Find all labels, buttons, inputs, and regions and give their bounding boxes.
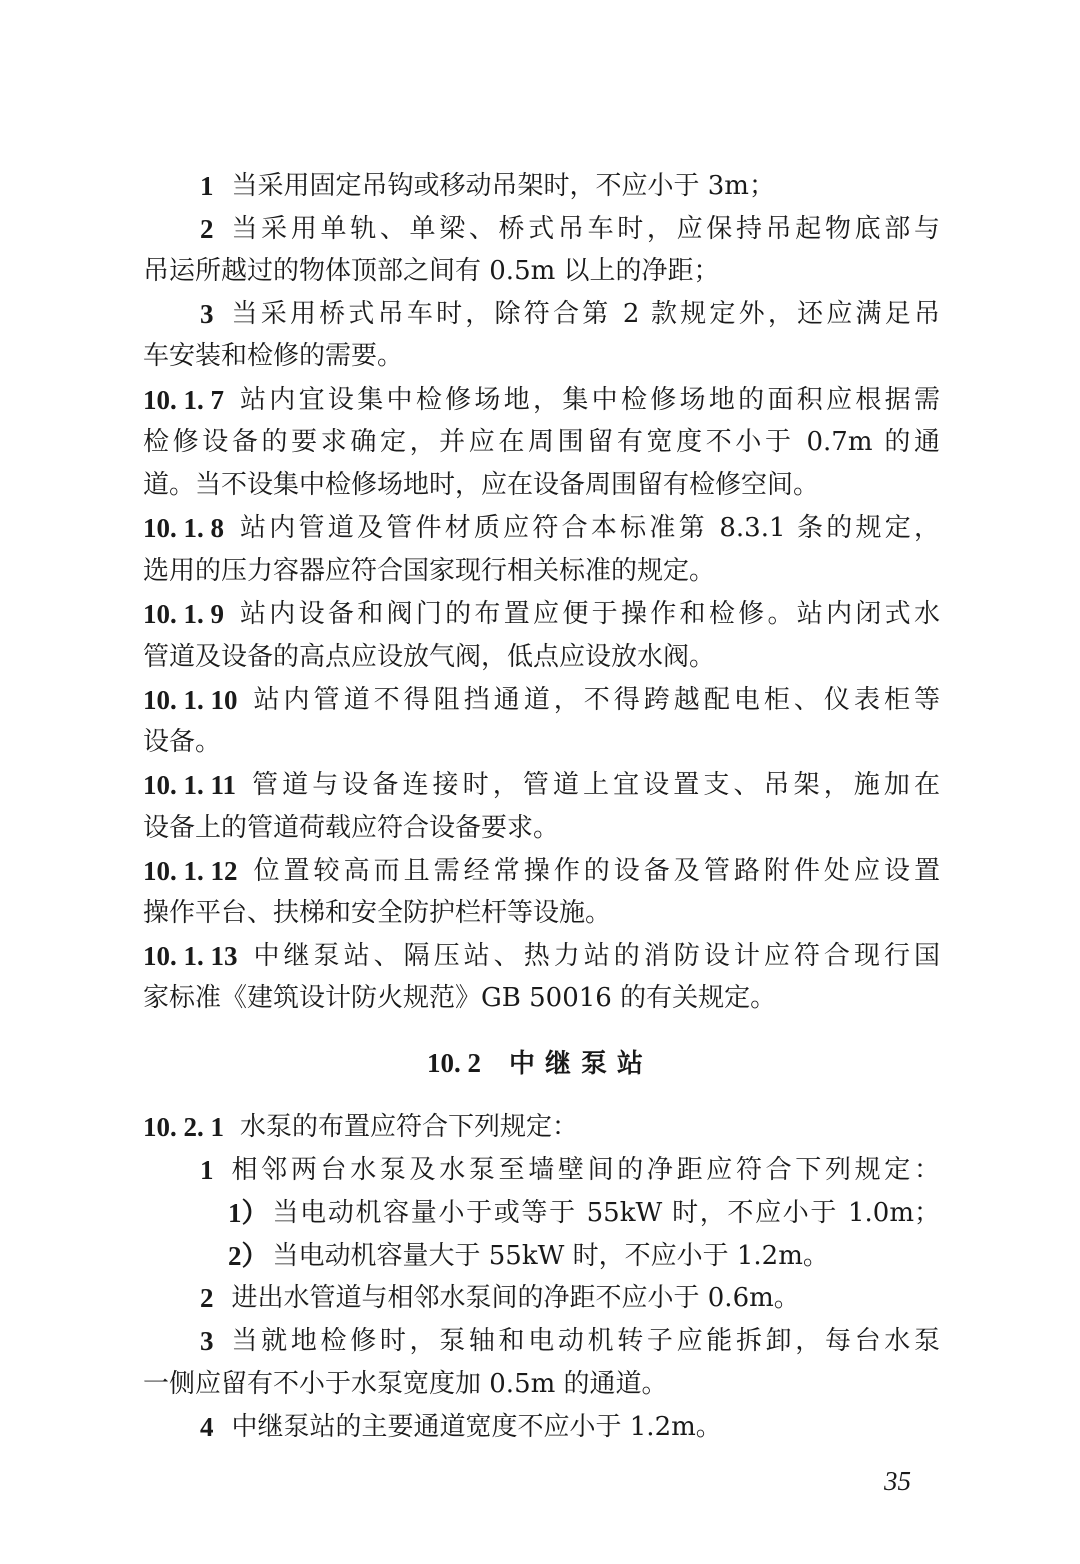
- clause-number: 10. 1. 12: [143, 856, 238, 886]
- clause-text: 中继泵站、隔压站、热力站的消防设计应符合现行国: [253, 941, 940, 971]
- clause-line: [200, 1278, 940, 1318]
- clause-number: 10. 1. 10: [143, 685, 238, 715]
- clause-text: 吊运所越过的物体顶部之间有 0.5m 以上的净距；: [143, 256, 720, 286]
- clause-text: 管道与设备连接时，管道上宜设置支、吊架，施加在: [252, 770, 940, 800]
- section-title: 中继泵站: [508, 1049, 653, 1079]
- clause-line: [228, 1193, 940, 1233]
- clause-text: 进出水管道与相邻水泵间的净距不应小于 0.6m。: [231, 1283, 800, 1313]
- clause-line: [143, 680, 940, 720]
- clause-text: 位置较高而且需经常操作的设备及管路附件处应设置: [253, 856, 940, 886]
- clause-number: 2: [200, 1283, 214, 1313]
- clause-text: 当采用固定吊钩或移动吊架时，不应小于 3m；: [231, 171, 775, 201]
- clause-number: 10. 1. 9: [143, 599, 224, 629]
- clause-text: 当电动机容量小于或等于 55kW 时，不应小于 1.0m；: [272, 1198, 940, 1228]
- clause-number: 1: [200, 1155, 214, 1185]
- clause-line: [200, 294, 940, 334]
- section-number: 10. 2: [426, 1048, 481, 1078]
- text-line: [143, 722, 940, 762]
- clause-line: [200, 1407, 940, 1447]
- section-heading: [0, 1043, 1080, 1080]
- text-line: [143, 422, 940, 462]
- clause-number: 10. 1. 7: [143, 385, 224, 415]
- clause-number: 1: [200, 171, 214, 201]
- clause-number: 10. 2. 1: [143, 1112, 224, 1142]
- clause-text: 站内设备和阀门的布置应便于操作和检修。站内闭式水: [240, 599, 940, 629]
- clause-number: 3: [200, 299, 214, 329]
- clause-number: 1）: [228, 1198, 269, 1228]
- clause-number: 10. 1. 8: [143, 513, 224, 543]
- clause-line: [143, 594, 940, 634]
- clause-number: 2: [200, 214, 214, 244]
- clause-number: 4: [200, 1412, 214, 1442]
- clause-text: 当采用单轨、单梁、桥式吊车时，应保持吊起物底部与: [231, 214, 940, 244]
- clause-line: [143, 508, 940, 548]
- clause-text: 管道及设备的高点应设放气阀，低点应设放水阀。: [143, 642, 716, 672]
- clause-text: 水泵的布置应符合下列规定：: [240, 1112, 579, 1142]
- text-line: [143, 978, 940, 1018]
- clause-text: 当就地检修时，泵轴和电动机转子应能拆卸，每台水泵: [231, 1326, 940, 1356]
- clause-text: 站内管道不得阻挡通道，不得跨越配电柜、仪表柜等: [253, 685, 940, 715]
- clause-line: [143, 1107, 940, 1147]
- clause-text: 当电动机容量大于 55kW 时，不应小于 1.2m。: [272, 1241, 829, 1271]
- clause-text: 道。当不设集中检修场地时，应在设备周围留有检修空间。: [143, 470, 820, 500]
- clause-line: [200, 1321, 940, 1361]
- text-line: [143, 551, 940, 591]
- clause-line: [143, 936, 940, 976]
- text-line: [143, 893, 940, 933]
- clause-line: [200, 166, 940, 206]
- clause-text: 家标准《建筑设计防火规范》GB 50016 的有关规定。: [143, 983, 777, 1013]
- page-number: 35: [884, 1466, 911, 1496]
- clause-line: [228, 1236, 940, 1276]
- clause-text: 相邻两台水泵及水泵至墙壁间的净距应符合下列规定：: [231, 1155, 940, 1185]
- clause-text: 站内管道及管件材质应符合本标准第 8.3.1 条的规定，: [240, 513, 940, 543]
- clause-text: 选用的压力容器应符合国家现行相关标准的规定。: [143, 556, 716, 586]
- clause-text: 检修设备的要求确定，并应在周围留有宽度不小于 0.7m 的通: [143, 427, 940, 457]
- clause-text: 一侧应留有不小于水泵宽度加 0.5m 的通道。: [143, 1369, 668, 1399]
- clause-number: 3: [200, 1326, 214, 1356]
- clause-text: 设备上的管道荷载应符合设备要求。: [143, 813, 560, 843]
- clause-line: [200, 1150, 940, 1190]
- text-line: [143, 1364, 940, 1404]
- clause-text: 当采用桥式吊车时，除符合第 2 款规定外，还应满足吊: [231, 299, 940, 329]
- clause-text: 设备。: [143, 727, 222, 757]
- clause-line: [143, 380, 940, 420]
- clause-line: [200, 209, 940, 249]
- clause-number: 10. 1. 13: [143, 941, 238, 971]
- text-line: [143, 808, 940, 848]
- text-line: [143, 336, 940, 376]
- clause-text: 操作平台、扶梯和安全防护栏杆等设施。: [143, 898, 612, 928]
- text-line: [143, 637, 940, 677]
- clause-line: [143, 765, 940, 805]
- clause-text: 中继泵站的主要通道宽度不应小于 1.2m。: [231, 1412, 722, 1442]
- clause-line: [143, 851, 940, 891]
- text-line: [143, 251, 940, 291]
- clause-number: 2）: [228, 1241, 269, 1271]
- clause-text: 站内宜设集中检修场地，集中检修场地的面积应根据需: [240, 385, 940, 415]
- clause-text: 车安装和检修的需要。: [143, 341, 404, 371]
- text-line: [143, 465, 940, 505]
- clause-number: 10. 1. 11: [143, 770, 237, 800]
